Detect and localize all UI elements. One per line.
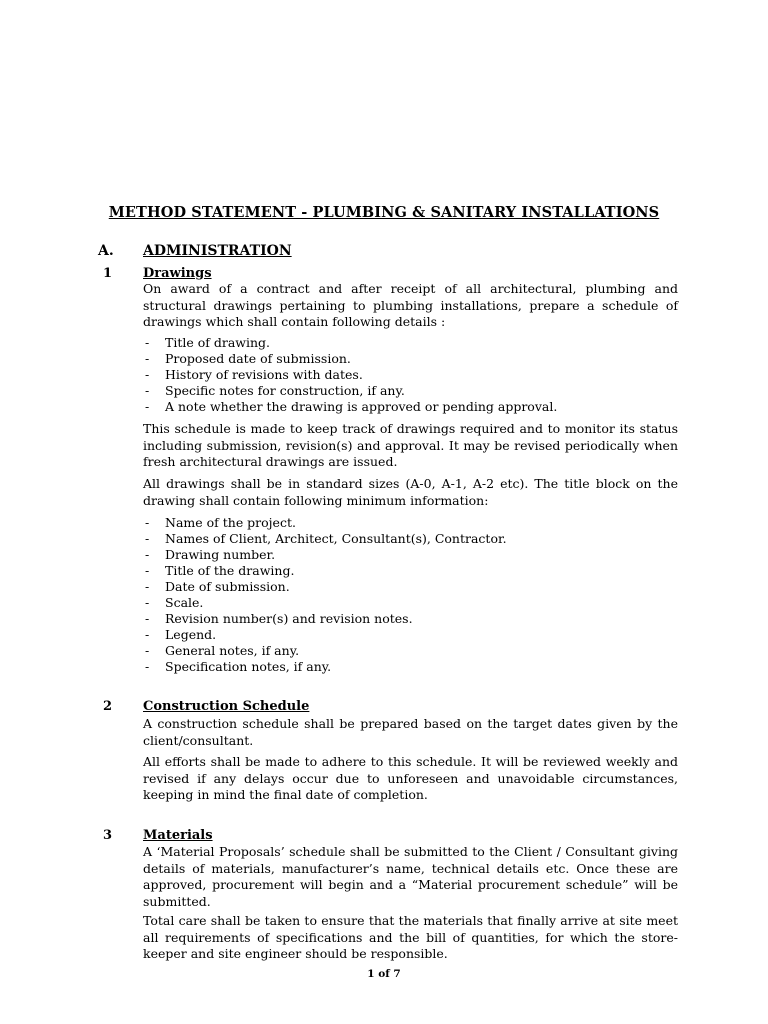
item-number-1: 1 bbox=[103, 266, 113, 281]
item-number-2: 2 bbox=[103, 699, 113, 714]
section-title: ADMINISTRATION bbox=[143, 243, 292, 259]
document-title: METHOD STATEMENT - PLUMBING & SANITARY INSTALLATIONS bbox=[108, 204, 660, 221]
drawings-paragraph-1: On award of a contract and after receipt of all architectural, plumbing and structural drawings pertaining to plumbing installations, prepare a schedule of drawings which shall contain following details : bbox=[143, 281, 678, 329]
list-item: - History of revisions with dates. bbox=[145, 367, 363, 382]
materials-paragraph-1: A ‘Material Proposals’ schedule shall be submitted to the Client / Consultant giving details of materials, manufacturer’s name, technical details etc. Once these are approved, procurement will begin and a “Material procurement schedule” will be submitted. bbox=[143, 844, 678, 909]
drawing-details-list bbox=[145, 335, 557, 415]
list-item: - Revision number(s) and revision notes. bbox=[145, 611, 413, 626]
page-number: 1 of 7 bbox=[367, 968, 401, 980]
item-number-3: 3 bbox=[103, 828, 113, 843]
item-heading-construction-schedule: Construction Schedule bbox=[143, 699, 310, 714]
list-item: - Title of the drawing. bbox=[145, 563, 295, 578]
materials-paragraph-2: Total care shall be taken to ensure that the materials that finally arrive at site meet all requirements of specifications and the bill of quantities, for which the store-keeper and site engineer should be responsible. bbox=[143, 913, 678, 961]
drawings-paragraph-3: All drawings shall be in standard sizes (A-0, A-1, A-2 etc). The title block on the drawing shall contain following minimum information: bbox=[143, 476, 678, 508]
item-heading-materials: Materials bbox=[143, 828, 213, 843]
schedule-paragraph-1: A construction schedule shall be prepared based on the target dates given by the client/consultant. bbox=[143, 716, 678, 748]
section-letter: A. bbox=[98, 243, 114, 259]
drawings-paragraph-2: This schedule is made to keep track of drawings required and to monitor its status including submission, revision(s) and approval. It may be revised periodically when fresh architectural drawings are issued. bbox=[143, 421, 678, 469]
list-item: - Names of Client, Architect, Consultant(s), Contractor. bbox=[145, 531, 507, 546]
title-block-list bbox=[145, 515, 507, 675]
list-item: - Title of drawing. bbox=[145, 335, 271, 350]
list-item: - Date of submission. bbox=[145, 579, 290, 594]
schedule-paragraph-2: All efforts shall be made to adhere to this schedule. It will be reviewed weekly and revised if any delays occur due to unforeseen and unavoidable circumstances, keeping in mind the final date of completion. bbox=[143, 754, 678, 802]
list-item: - Specification notes, if any. bbox=[145, 659, 332, 674]
list-item: - Legend. bbox=[145, 627, 217, 642]
list-item: - Specific notes for construction, if any. bbox=[145, 383, 405, 398]
list-item: - Name of the project. bbox=[145, 515, 296, 530]
list-item: - A note whether the drawing is approved or pending approval. bbox=[145, 399, 558, 414]
list-item: - Proposed date of submission. bbox=[145, 351, 351, 366]
list-item: - General notes, if any. bbox=[145, 643, 300, 658]
list-item: - Scale. bbox=[145, 595, 204, 610]
item-heading-drawings: Drawings bbox=[143, 266, 212, 281]
list-item: - Drawing number. bbox=[145, 547, 276, 562]
